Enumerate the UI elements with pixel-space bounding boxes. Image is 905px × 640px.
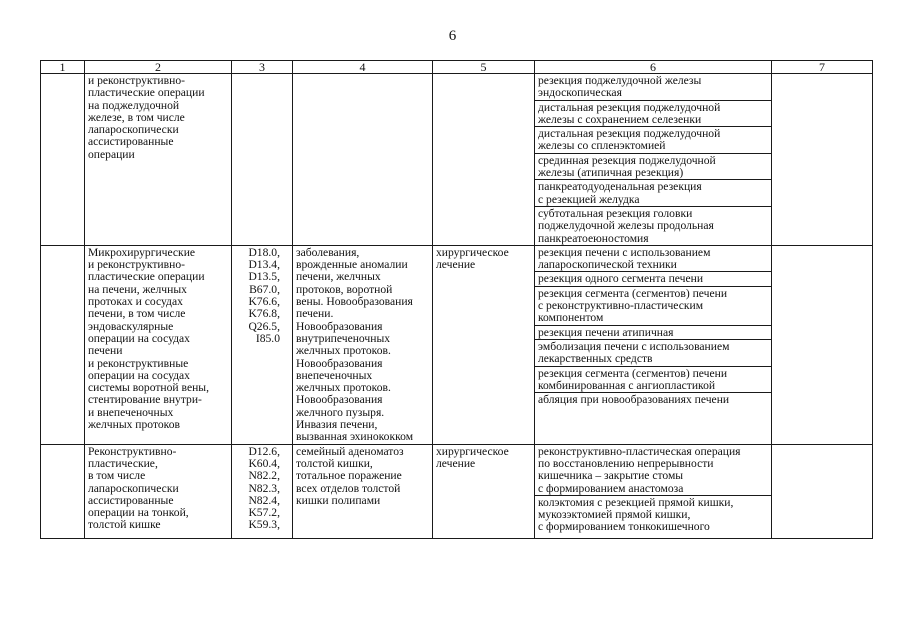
procedure-item: [535, 180, 771, 207]
text-line: хирургическое: [436, 444, 509, 458]
text-line: Q26.5,: [248, 319, 280, 333]
procedure-line: компонентом: [538, 311, 604, 325]
table-row: [41, 245, 873, 444]
procedure-line: кишечника – закрытие стомы: [538, 469, 684, 483]
text-line: и реконструктивно-: [88, 74, 185, 87]
text-line: D13.5,: [248, 270, 280, 284]
text-line: K60.4,: [248, 456, 280, 470]
text-line: семейный аденоматоз: [296, 444, 404, 458]
table-row: [41, 444, 873, 538]
column-header-1: 1: [41, 61, 85, 74]
text-line: лапароскопически: [88, 481, 179, 495]
treatment-type-cell: [433, 444, 535, 538]
procedure-item: [535, 74, 771, 101]
procedure-item: [535, 207, 771, 245]
diagnosis-cell: [293, 444, 433, 538]
procedure-item: [535, 246, 771, 273]
procedure-line: эндоскопическая: [538, 86, 622, 100]
text-line: внутрипеченочных: [296, 331, 391, 345]
page-number: 6: [448, 28, 457, 44]
text-line: эндоваскулярные: [88, 319, 174, 333]
diagnosis-cell: [293, 74, 433, 246]
text-line: стентирование внутри-: [88, 393, 202, 407]
procedures-cell: [535, 74, 772, 246]
text-line: N82.4,: [248, 493, 280, 507]
text-line: N82.3,: [248, 481, 280, 495]
text-line: и реконструктивные: [88, 356, 189, 370]
text-line: K76.8,: [248, 307, 280, 321]
text-line: желчных протоков: [88, 418, 180, 432]
text-line: печени, в том числе: [88, 307, 186, 321]
text-line: вены. Новообразования: [296, 295, 413, 309]
text-line: печени: [88, 344, 123, 358]
text-line: протоков, воротной: [296, 282, 393, 296]
text-line: и реконструктивно-: [88, 258, 185, 272]
procedure-line: резекция одного сегмента печени: [538, 272, 704, 286]
row-index-cell: [41, 74, 85, 246]
cost-cell: [772, 74, 873, 246]
column-header-3: 3: [232, 61, 293, 74]
text-line: операции на сосудах: [88, 368, 190, 382]
procedure-line: дистальная резекция поджелудочной: [538, 127, 721, 141]
text-line: лечение: [436, 258, 476, 272]
procedure-line: панкреатоеюностомия: [538, 231, 649, 245]
procedures-table: [40, 60, 873, 539]
text-line: ассистированные: [88, 135, 174, 149]
text-line: пластические,: [88, 456, 158, 470]
procedure-line: лапароскопической техники: [538, 258, 677, 272]
procedures-cell: [535, 245, 772, 444]
procedure-item: [535, 154, 771, 181]
text-line: заболевания,: [296, 245, 360, 259]
text-line: печени.: [296, 307, 334, 321]
text-line: на поджелудочной: [88, 98, 180, 112]
procedure-line: субтотальная резекция головки: [538, 206, 693, 220]
text-line: и внепеченочных: [88, 405, 174, 419]
procedure-line: резекция печени с использованием: [538, 245, 711, 259]
text-line: на печени, желчных: [88, 282, 187, 296]
procedure-line: колэктомия с резекцией прямой кишки,: [538, 495, 734, 509]
procedure-line: эмболизация печени с использованием: [538, 339, 730, 353]
text-line: N82.2,: [248, 469, 280, 483]
procedure-line: железы со спленэктомией: [538, 139, 666, 153]
text-line: операции: [88, 147, 135, 161]
text-line: Новообразования: [296, 319, 383, 333]
text-line: системы воротной вены,: [88, 381, 209, 395]
method-name-cell: [85, 444, 232, 538]
procedure-item: [535, 367, 771, 394]
procedure-line: резекция сегмента (сегментов) печени: [538, 366, 728, 380]
text-line: Новообразования: [296, 393, 383, 407]
text-line: лапароскопически: [88, 123, 179, 137]
procedure-line: с формированием тонкокишечного: [538, 520, 710, 534]
method-name-cell: [85, 245, 232, 444]
text-line: K59.3,: [248, 518, 280, 532]
procedure-item: [535, 445, 771, 496]
procedure-item: [535, 393, 771, 406]
method-name-cell: [85, 74, 232, 246]
text-line: вызванная эхинококком: [296, 430, 414, 444]
text-line: кишки полипами: [296, 493, 381, 507]
text-line: D13.4,: [248, 258, 280, 272]
text-line: K57.2,: [248, 506, 280, 520]
text-line: Реконструктивно-: [88, 444, 177, 458]
procedure-line: железы с сохранением селезенки: [538, 112, 702, 126]
procedure-line: мукозэктомией прямой кишки,: [538, 508, 691, 522]
text-line: Микрохирургические: [88, 245, 196, 259]
procedure-item: [535, 101, 771, 128]
procedure-item: [535, 496, 771, 534]
procedure-item: [535, 127, 771, 154]
procedure-item: [535, 287, 771, 326]
diagnosis-cell: [293, 245, 433, 444]
treatment-type-cell: [433, 74, 535, 246]
procedure-line: комбинированная с ангиопластикой: [538, 378, 716, 392]
column-header-5: 5: [433, 61, 535, 74]
column-header-7: 7: [772, 61, 873, 74]
text-line: D18.0,: [248, 245, 280, 259]
text-line: I85.0: [255, 331, 280, 345]
procedure-line: резекция поджелудочной железы: [538, 74, 702, 87]
procedure-line: резекция печени атипичная: [538, 325, 674, 339]
text-line: пластические операции: [88, 86, 205, 100]
procedure-item: [535, 340, 771, 367]
table-row: [41, 74, 873, 246]
procedure-line: по восстановлению непрерывности: [538, 456, 714, 470]
column-header-6: 6: [535, 61, 772, 74]
text-line: железе, в том числе: [88, 110, 185, 124]
procedure-line: абляция при новообразованиях печени: [538, 393, 730, 407]
row-index-cell: [41, 245, 85, 444]
procedure-item: [535, 326, 771, 340]
text-line: тотальное поражение: [296, 469, 402, 483]
text-line: всех отделов толстой: [296, 481, 401, 495]
header-row: [41, 61, 873, 74]
procedure-item: [535, 272, 771, 286]
text-line: Инвазия печени,: [296, 418, 378, 432]
text-line: толстой кишки,: [296, 456, 373, 470]
icd-codes-cell: [232, 444, 293, 538]
text-line: желчных протоков.: [296, 381, 391, 395]
procedure-line: резекция сегмента (сегментов) печени: [538, 286, 728, 300]
text-line: протоках и сосудах: [88, 295, 183, 309]
column-header-2: 2: [85, 61, 232, 74]
text-line: K76.6,: [248, 295, 280, 309]
text-line: Новообразования: [296, 356, 383, 370]
row-index-cell: [41, 444, 85, 538]
text-line: толстой кишке: [88, 518, 161, 532]
treatment-type-cell: [433, 245, 535, 444]
procedures-cell: [535, 444, 772, 538]
text-line: D12.6,: [248, 444, 280, 458]
text-line: внепеченочных: [296, 368, 373, 382]
procedure-line: поджелудочной железы продольная: [538, 219, 714, 233]
procedure-line: с реконструктивно-пластическим: [538, 299, 704, 313]
procedure-line: дистальная резекция поджелудочной: [538, 100, 721, 114]
procedure-line: срединная резекция поджелудочной: [538, 153, 716, 167]
text-line: врожденные аномалии: [296, 258, 408, 272]
text-line: в том числе: [88, 469, 146, 483]
icd-codes-cell: [232, 74, 293, 246]
cost-cell: [772, 444, 873, 538]
text-line: B67.0,: [249, 282, 280, 296]
procedure-line: железы (атипичная резекция): [538, 166, 684, 180]
icd-codes-cell: [232, 245, 293, 444]
text-line: лечение: [436, 456, 476, 470]
procedure-line: реконструктивно-пластическая операция: [538, 444, 741, 458]
text-line: желчных протоков.: [296, 344, 391, 358]
procedure-line: с резекцией желудка: [538, 192, 640, 206]
cost-cell: [772, 245, 873, 444]
procedure-line: панкреатодуоденальная резекция: [538, 180, 702, 194]
text-line: операции на сосудах: [88, 331, 190, 345]
text-line: хирургическое: [436, 245, 509, 259]
procedure-line: с формированием анастомоза: [538, 481, 684, 495]
text-line: печени, желчных: [296, 270, 381, 284]
procedure-line: лекарственных средств: [538, 352, 653, 366]
text-line: ассистированные: [88, 493, 174, 507]
text-line: желчного пузыря.: [296, 405, 385, 419]
text-line: пластические операции: [88, 270, 205, 284]
text-line: операции на тонкой,: [88, 506, 189, 520]
column-header-4: 4: [293, 61, 433, 74]
